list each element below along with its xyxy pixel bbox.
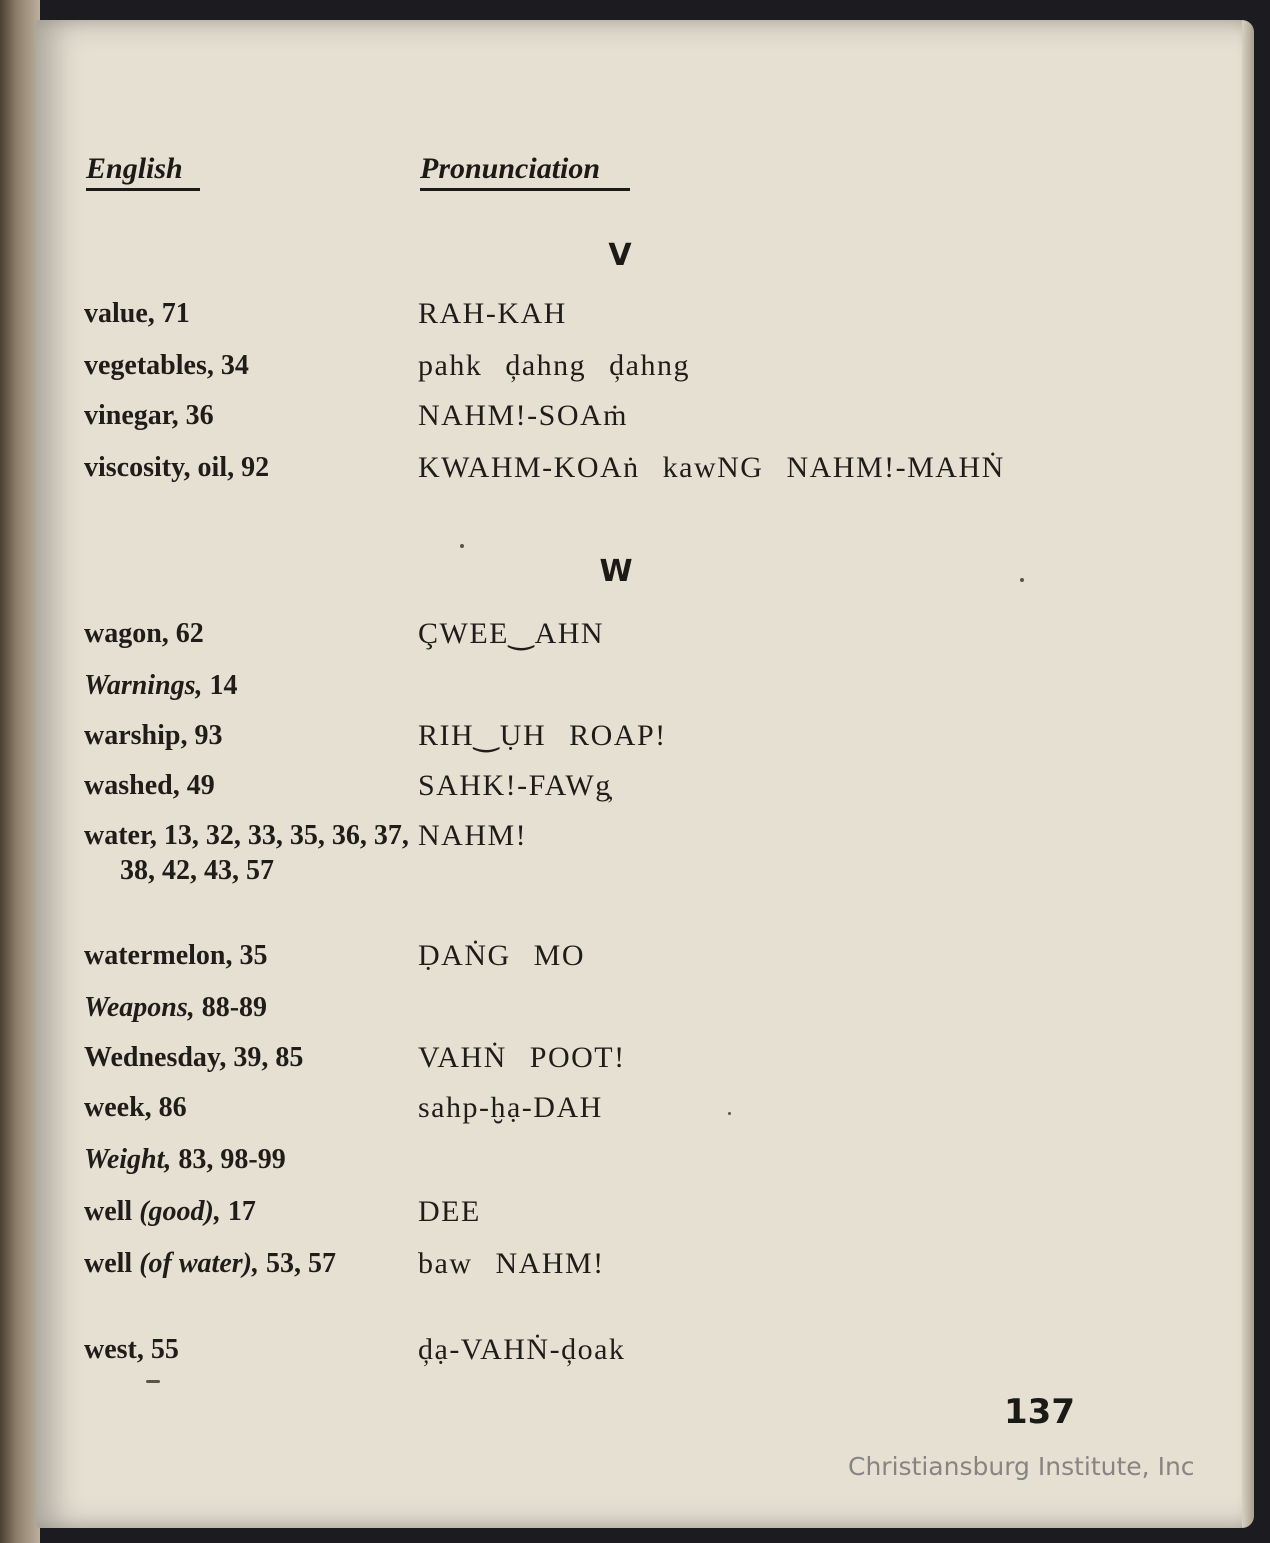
entry-pronunciation: sahp-ḫạ-DAH (418, 1091, 603, 1124)
entry-english-word: well (84, 1196, 140, 1227)
page-edge (1242, 20, 1254, 1528)
entry-english: week, 86 (84, 1092, 187, 1123)
print-speck (460, 544, 464, 548)
entry-english-pages: 14 (202, 670, 238, 701)
entry-pronunciation: VAHṄ POOT! (418, 1041, 626, 1074)
entry-english-italic: Weapons, (84, 992, 195, 1023)
entry-english-pages: 88-89 (194, 992, 268, 1023)
entry-english-pages: 17 (220, 1196, 256, 1227)
entry-english: vinegar, 36 (84, 400, 214, 431)
entry-english: Wednesday, 39, 85 (84, 1042, 304, 1073)
watermark: Christiansburg Institute, Inc (848, 1452, 1195, 1481)
entry-pronunciation: NAHM!-SOAṁ (418, 399, 628, 432)
entry-english-italic: Warnings, (84, 670, 203, 701)
print-speck (728, 1112, 731, 1115)
entry-english-word: well (84, 1248, 140, 1279)
entry-pronunciation: pahk ḑahng ḑahng (418, 349, 690, 382)
print-speck (146, 1380, 160, 1383)
entry-english-italic: Weight, (84, 1144, 172, 1175)
entry-english: water, 13, 32, 33, 35, 36, 37, 38, 42, 43, 57 (84, 820, 409, 886)
section-letter-v: V (608, 238, 632, 273)
entry-english: warship, 93 (84, 720, 223, 751)
section-letter-w: W (599, 554, 633, 589)
entry-english: wagon, 62 (84, 618, 204, 649)
entry-pronunciation: RAH-KAH (418, 297, 567, 330)
entry-english (84, 1194, 430, 1229)
header-english-label: English (86, 152, 183, 185)
entry-pronunciation: SAHK!-FAWg̦ (418, 769, 612, 802)
header-pronunciation-underline (420, 188, 630, 191)
header-pronunciation-label: Pronunciation (420, 152, 601, 185)
entry-english: vegetables, 34 (84, 350, 249, 381)
entry-english (84, 668, 430, 703)
entry-english-italic: (good), (139, 1196, 221, 1227)
entry-english-pages: 53, 57 (258, 1248, 336, 1279)
entry-english: washed, 49 (84, 770, 215, 801)
entry-english (84, 990, 430, 1025)
entry-english: west, 55 (84, 1334, 179, 1365)
entry-pronunciation: ḌAṄG MO (418, 939, 585, 972)
entry-pronunciation: baw NAHM! (418, 1247, 605, 1280)
print-speck (1020, 578, 1024, 582)
entry-pronunciation: ḑạ-VAHṄ-ḑoak (418, 1333, 626, 1366)
header-english-underline (86, 188, 200, 191)
header-english (86, 152, 200, 191)
page-number: 137 (1004, 1392, 1075, 1432)
entry-english: value, 71 (84, 298, 190, 329)
entry-pronunciation: RIH‿ỤH ROAP! (418, 719, 667, 752)
entry-pronunciation: ÇWEE‿AHN (418, 617, 605, 650)
entry-english-italic: (of water), (139, 1248, 259, 1279)
entry-pronunciation: NAHM! (418, 819, 528, 852)
entry-english (84, 1142, 430, 1177)
header-pronunciation (420, 152, 630, 191)
entry-pronunciation: KWAHM-KOAṅ kawNG NAHM!-MAHṄ (418, 451, 1005, 484)
entry-english: viscosity, oil, 92 (84, 452, 270, 483)
entry-english-pages: 83, 98-99 (171, 1144, 286, 1175)
entry-english (84, 1246, 430, 1281)
entry-pronunciation: DEE (418, 1195, 481, 1228)
book-spine (0, 0, 40, 1543)
entry-english: watermelon, 35 (84, 940, 268, 971)
